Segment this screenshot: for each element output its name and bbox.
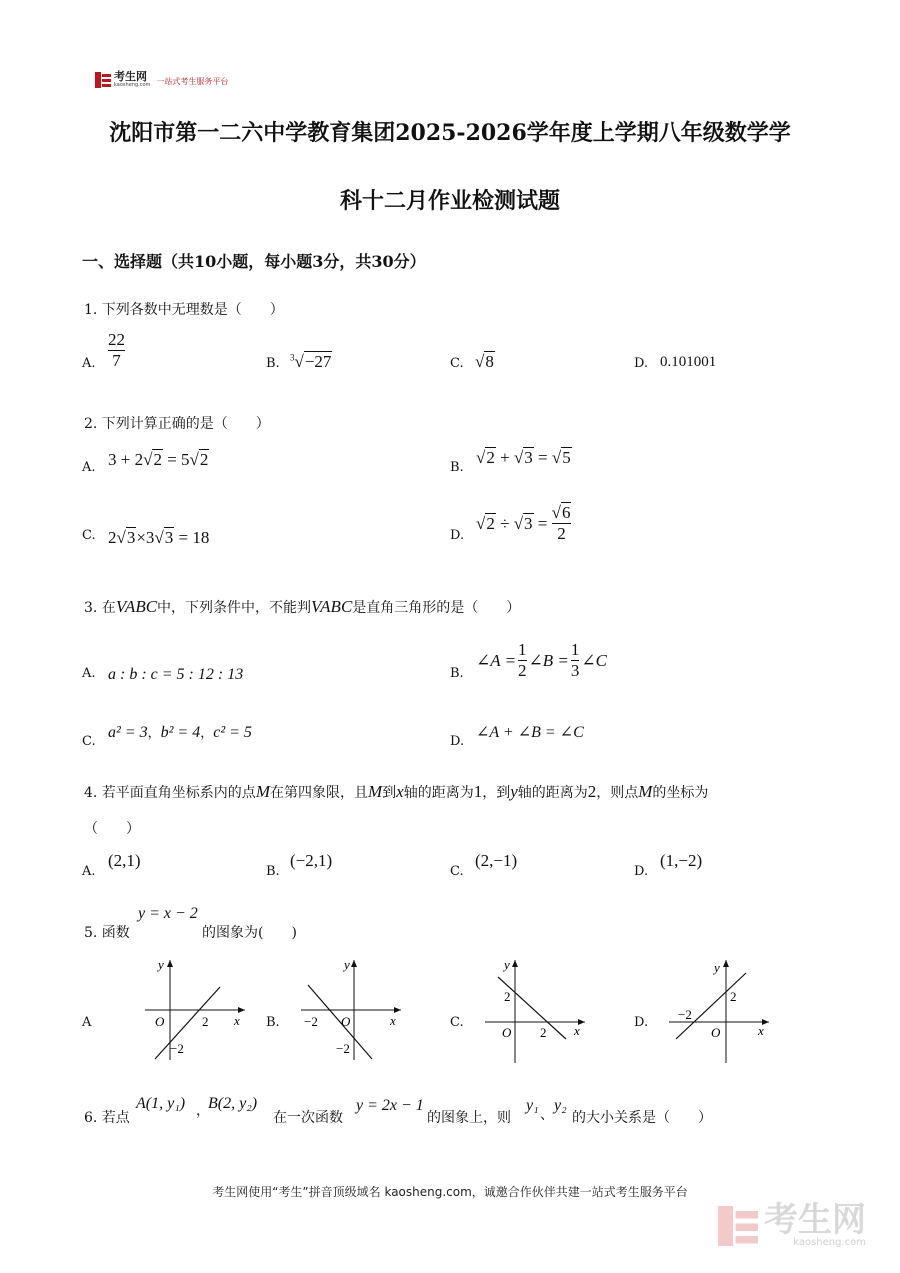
radical-icon: √ — [513, 448, 524, 467]
q5-func: y = x − 2 — [138, 905, 198, 922]
radical-icon: √ — [154, 528, 164, 547]
axis-y-label: y — [344, 957, 350, 972]
origin-label: O — [502, 1025, 512, 1040]
q2-label-c: C. — [82, 528, 96, 543]
intercept-label: 2 — [202, 1014, 209, 1029]
q6-mid2: 的图象上，则 — [427, 1110, 511, 1126]
q2-option-b — [476, 448, 572, 468]
q4-option-b: (−2,1) — [290, 851, 333, 870]
radical-icon: √ — [513, 513, 524, 533]
q1-option-c — [475, 352, 495, 372]
q4-option-d: (1,−2) — [660, 851, 703, 870]
q1-b-index: 3 — [290, 352, 295, 363]
q3-b-post: ∠C — [581, 650, 607, 670]
intercept-label: −2 — [678, 1007, 692, 1022]
q6-stem — [84, 1107, 130, 1127]
q3-option-a: a : b : c = 5 : 12 : 13 — [108, 666, 244, 683]
q4-label-c: C. — [450, 864, 464, 879]
q2-option-d — [476, 503, 571, 544]
radical-icon: √ — [476, 448, 486, 467]
q2-label-b: B. — [450, 460, 464, 475]
q1-b-radicand: −27 — [304, 352, 332, 371]
q4-t4: 轴的距离为 — [403, 785, 474, 801]
q2-b-r1: 2 — [486, 448, 495, 467]
q4-x: x — [396, 782, 404, 801]
q5-graph-d — [664, 955, 774, 1069]
q3-stem-mid: 中，下列条件中，不能判 — [157, 600, 312, 616]
q4-option-c: (2,−1) — [475, 851, 518, 870]
q4-t3: 到 — [382, 785, 397, 801]
arrow-icon — [351, 960, 357, 967]
q2-d-den: 2 — [557, 524, 566, 543]
q2-option-a — [108, 450, 209, 470]
q3-label-a: A. — [82, 666, 96, 681]
q1-label-c: C. — [450, 356, 464, 371]
q6-func: y = 2x − 1 — [356, 1097, 424, 1114]
q6-stem-pre: 6. 若点 — [84, 1110, 130, 1126]
watermark-domain: kaosheng.com — [793, 1237, 866, 1248]
watermark — [718, 1200, 866, 1248]
axis-y-label: y — [158, 957, 164, 972]
q6-point-a: A(1, y₁) — [136, 1095, 186, 1112]
q2-b-r2: 3 — [524, 448, 533, 467]
q3-c3: c² = 5 — [213, 724, 252, 741]
q2-a-r2: 2 — [199, 450, 209, 469]
q6-comma: 、 — [540, 1107, 554, 1123]
radical-icon: √ — [476, 513, 486, 533]
intercept-label: −2 — [304, 1014, 318, 1029]
q2-stem: 2. 下列计算正确的是（ ） — [84, 416, 270, 432]
intercept-label: 2 — [540, 1025, 547, 1040]
q6-y1: y₁ — [526, 1097, 539, 1114]
q1-label-d: D. — [634, 356, 649, 371]
q3-c1: a² = 3 — [108, 724, 148, 741]
q6-y2: y₂ — [554, 1097, 567, 1114]
header-logo — [95, 72, 228, 88]
q4-y: y — [510, 782, 518, 801]
q3-c-sep: ， — [200, 725, 214, 740]
q1-a-denominator: 7 — [112, 351, 121, 370]
q6-point-b: B(2, y₂) — [208, 1095, 258, 1112]
origin-label: O — [155, 1014, 165, 1029]
q5-label-d: D. — [634, 1015, 649, 1030]
q6-post: 的大小关系是（ ） — [572, 1110, 712, 1126]
q2-c-mid: ×3 — [136, 528, 155, 547]
q1-stem: 1. 下列各数中无理数是（ ） — [84, 302, 284, 318]
radical-icon: √ — [294, 352, 304, 371]
q4-point-m: M — [367, 782, 383, 801]
radical-icon: √ — [551, 448, 562, 467]
q3-b-n2: 1 — [570, 640, 580, 659]
axis-x-label: x — [390, 1013, 396, 1028]
radical-icon: √ — [551, 503, 561, 522]
q5-label-a: A — [82, 1015, 92, 1030]
q4-one: 1 — [473, 782, 483, 801]
q6-sep: ， — [196, 1103, 210, 1119]
q2-b-op: + — [495, 448, 514, 467]
q2-d-r1: 2 — [486, 513, 495, 533]
q3-c-sep: ， — [147, 725, 161, 740]
q3-label-c: C. — [82, 734, 96, 749]
q2-label-d: D. — [450, 528, 465, 543]
q5-label-c: C. — [450, 1015, 464, 1030]
q2-option-c — [108, 528, 209, 548]
logo-slogan: 一站式考生服务平台 — [156, 76, 229, 86]
q2-c-r2: 3 — [164, 528, 174, 547]
axis-x-label: x — [234, 1013, 240, 1028]
q1-label-a: A. — [82, 356, 96, 371]
q4-label-d: D. — [634, 864, 649, 879]
q3-c2: b² = 4 — [160, 724, 201, 741]
q4-t2: 在第四象限，且 — [269, 785, 368, 801]
arrow-icon — [723, 960, 729, 967]
q4-point-m: M — [638, 782, 653, 801]
radical-icon: √ — [116, 528, 126, 547]
q4-two: 2 — [587, 782, 597, 801]
q5-stem-pre: 5. 函数 — [84, 925, 130, 941]
axis-y-label: y — [714, 960, 720, 975]
intercept-label: −2 — [170, 1041, 184, 1056]
q2-b-eq: = — [533, 448, 552, 467]
arrow-icon — [167, 960, 173, 967]
q3-b-d2: 3 — [570, 661, 580, 680]
q4-label-b: B. — [266, 864, 280, 879]
q3-b-pre: ∠A = — [476, 650, 517, 670]
watermark-name: 考生网 — [764, 1200, 866, 1240]
q4-t7: ，则点 — [596, 785, 639, 801]
q2-a-mid: = 5 — [162, 450, 190, 469]
q3-label-b: B. — [450, 666, 464, 681]
q2-d-num: 6 — [561, 503, 571, 522]
q4-stem — [84, 782, 708, 802]
q3-stem-pre: 3. 在 — [84, 600, 116, 616]
q2-c-r1: 3 — [126, 528, 136, 547]
q3-label-d: D. — [450, 734, 465, 749]
q4-label-a: A. — [82, 864, 96, 879]
q2-b-r3: 5 — [562, 448, 571, 467]
q5-graph-a — [140, 955, 250, 1069]
radical-icon: √ — [475, 352, 485, 371]
q2-a-r1: 2 — [153, 450, 162, 469]
arrow-icon — [512, 960, 518, 967]
q1-c-radicand: 8 — [485, 352, 494, 371]
q3-triangle: VABC — [115, 597, 158, 616]
page-title-line2: 科十二月作业检测试题 — [339, 188, 560, 214]
q3-b-d1: 2 — [518, 661, 527, 680]
origin-label: O — [711, 1025, 721, 1040]
q3-option-b — [476, 640, 607, 681]
q2-c-pre: 2 — [108, 528, 117, 547]
q3-b-n1: 1 — [518, 640, 527, 659]
q6-mid: 在一次函数 — [273, 1110, 343, 1126]
radical-icon: √ — [189, 450, 199, 469]
q1-option-b — [290, 352, 332, 372]
q5-graph-c — [480, 955, 590, 1069]
page-footer: 考生网使用“考生”拼音顶级域名 kaosheng.com，诚邀合作伙伴共建一站式考生服务平台 — [212, 1185, 688, 1199]
q3-triangle: VABC — [311, 597, 353, 616]
q4-t6: 轴的距离为 — [517, 785, 588, 801]
page-title-line1: 沈阳市第一二六中学教育集团2025-2026学年度上学期八年级数学学 — [109, 120, 791, 146]
q2-c-post: = 18 — [174, 528, 210, 547]
q1-a-numerator: 22 — [108, 330, 125, 349]
logo-name: 考生网 — [114, 70, 147, 83]
axis-x-label: x — [574, 1023, 580, 1038]
q2-d-op: ÷ — [495, 513, 514, 533]
q5-graph-b — [296, 955, 406, 1069]
q4-point-m: M — [255, 782, 270, 801]
intercept-label: 2 — [504, 989, 511, 1004]
q3-b-mid: ∠B = — [528, 650, 569, 670]
logo-domain: kaosheng.com — [114, 82, 151, 88]
q4-option-a: (2,1) — [108, 851, 141, 870]
function-line — [155, 987, 220, 1059]
q4-paren: （ ） — [84, 821, 140, 837]
radical-icon: √ — [143, 450, 153, 469]
kaosheng-logo-icon — [95, 72, 111, 88]
q2-label-a: A. — [82, 460, 96, 475]
q5-stem-post: 的图象为( ) — [202, 925, 297, 941]
axis-x-label: x — [758, 1023, 764, 1038]
intercept-label: −2 — [336, 1041, 350, 1056]
q5-label-b: B. — [266, 1015, 280, 1030]
intercept-label: 2 — [730, 989, 737, 1004]
q1-option-d: 0.101001 — [660, 354, 717, 370]
q1-option-a — [108, 330, 125, 371]
q4-t8: 的坐标为 — [652, 785, 709, 801]
q3-stem — [84, 597, 520, 617]
q3-option-c — [108, 722, 252, 742]
q2-d-eq: = — [533, 513, 552, 533]
q2-d-r2: 3 — [524, 513, 533, 533]
q2-a-pre: 3 + 2 — [108, 450, 144, 469]
q3-stem-post: 是直角三角形的是（ ） — [352, 600, 521, 616]
axis-y-label: y — [504, 957, 510, 972]
q3-option-d: ∠A + ∠B = ∠C — [476, 724, 584, 741]
q4-t5: ，到 — [482, 785, 511, 801]
section-heading: 一、选择题（共10小题，每小题3分，共30分） — [82, 252, 426, 271]
q1-label-b: B. — [266, 356, 280, 371]
kaosheng-watermark-icon — [718, 1206, 758, 1246]
q4-t1: 4. 若平面直角坐标系内的点 — [84, 785, 256, 801]
origin-label: O — [341, 1014, 351, 1029]
